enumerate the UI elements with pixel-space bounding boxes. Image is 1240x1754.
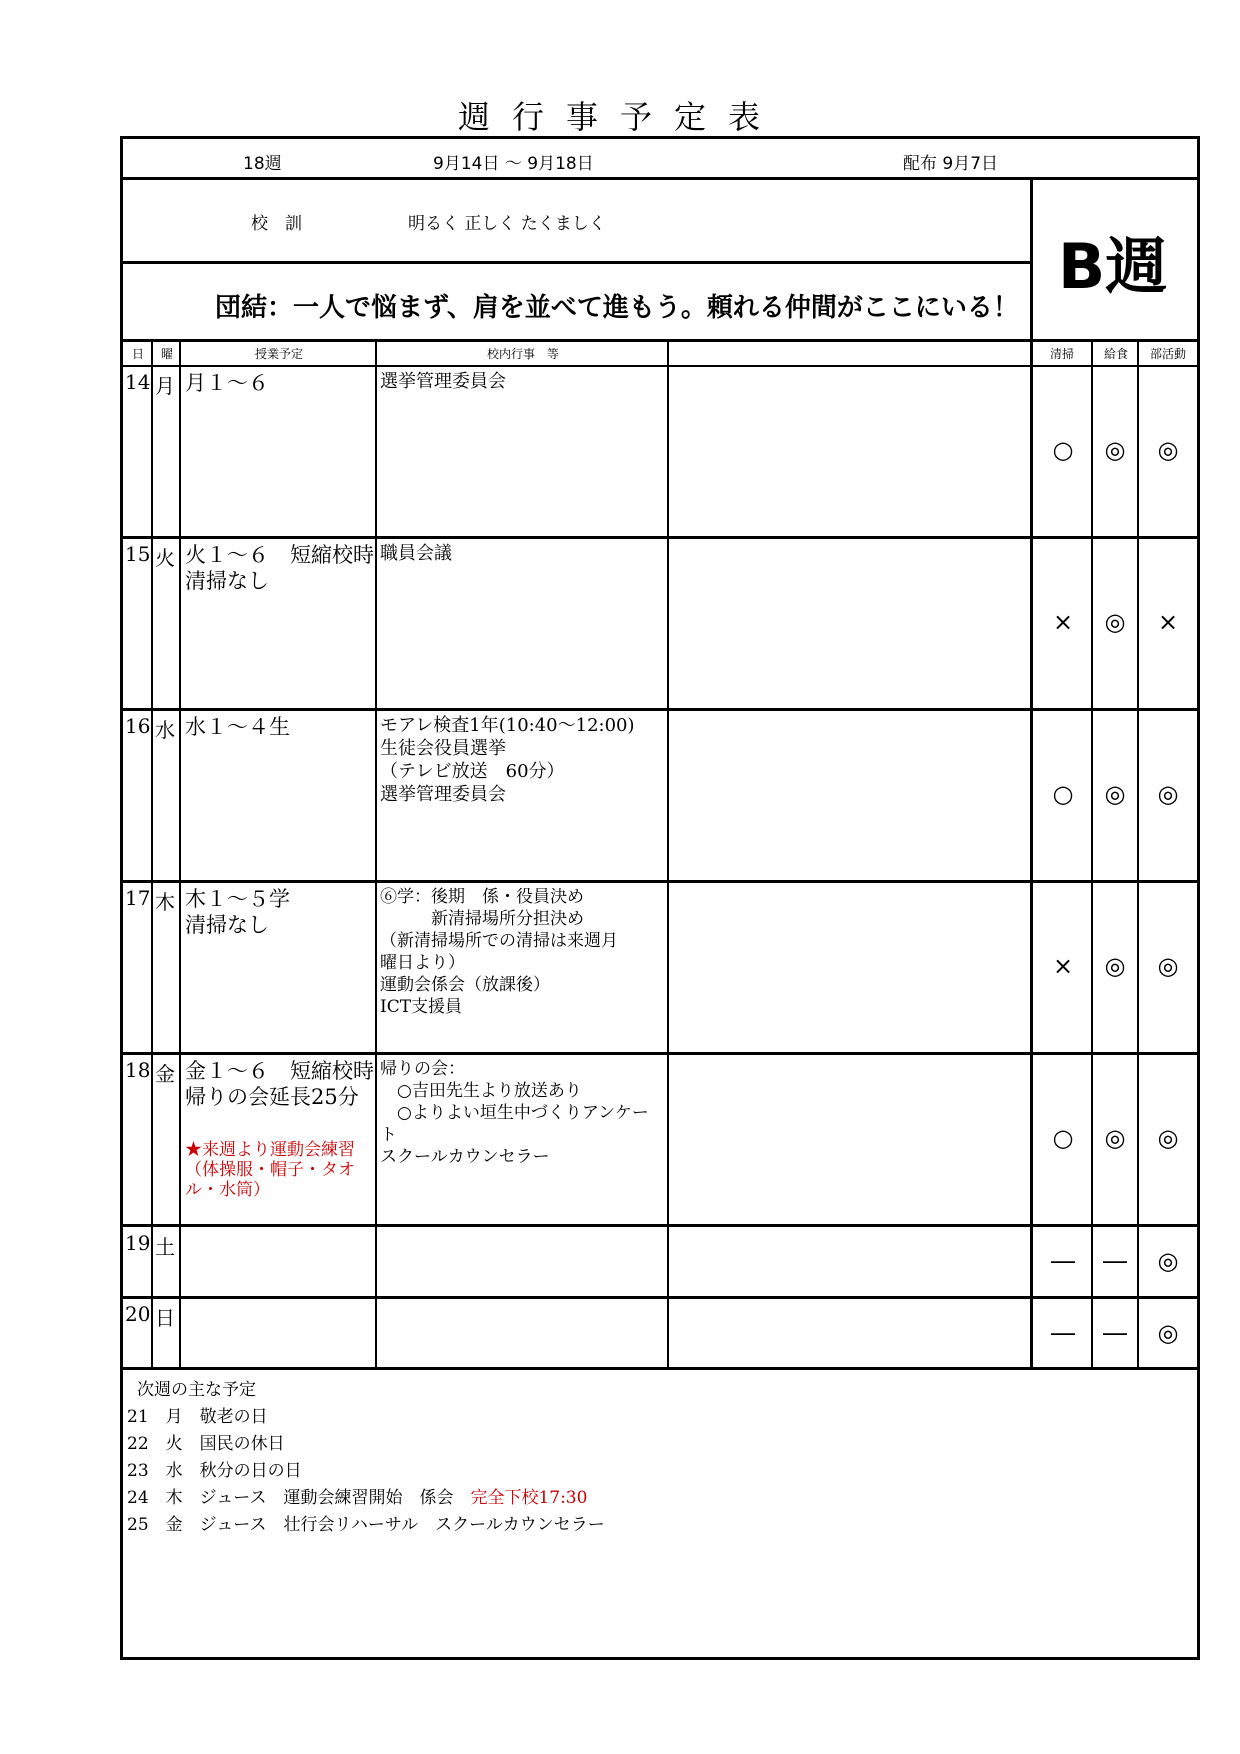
motto-text: 明るく 正しく たくましく	[408, 214, 606, 234]
cleaning-mark: ×	[1052, 608, 1074, 636]
club-mark: ◎	[1157, 1319, 1179, 1347]
col-dow: 曜	[160, 347, 173, 361]
cleaning-mark: ○	[1052, 1124, 1074, 1152]
school-events: ⑥学：後期 係・役員決め 新清掃場所分担決め （新清掃場所での清掃は来週月 曜日より） 運動会係会（放課後） ICT支援員	[380, 887, 618, 1017]
day-number: 18	[125, 1058, 151, 1082]
club-mark: ◎	[1157, 1124, 1179, 1152]
cleaning-mark: ○	[1052, 780, 1074, 808]
day-of-week: 水	[155, 718, 175, 742]
col-club: 部活動	[1149, 347, 1186, 361]
col-lunch: 給食	[1103, 347, 1128, 361]
day-number: 17	[125, 886, 151, 910]
week-type-badge: B週	[1058, 230, 1168, 303]
class-schedule: 水１〜４生	[185, 715, 290, 739]
schedule-table	[120, 136, 1200, 1660]
page-title: 週行事予定表	[457, 98, 782, 136]
day-of-week: 木	[155, 890, 175, 914]
day-of-week: 日	[155, 1306, 175, 1330]
club-mark: ◎	[1157, 1247, 1179, 1275]
next-week-item: 21 月 敬老の日	[127, 1407, 268, 1427]
lunch-mark: ◎	[1104, 952, 1126, 980]
dismissal-time: 完全下校17:30	[470, 1488, 588, 1508]
col-events: 校内行事 等	[486, 347, 559, 361]
day-number: 16	[125, 714, 151, 738]
week-range: 9月14日 〜 9月18日	[433, 154, 594, 174]
school-events: 職員会議	[380, 543, 452, 564]
next-week-item: 25 金 ジュース 壮行会リハーサル スクールカウンセラー	[127, 1515, 605, 1535]
day-number: 20	[125, 1302, 151, 1326]
week-number: 18週	[243, 154, 282, 174]
school-events: 帰りの会： ○吉田先生より放送あり ○よりよい垣生中づくりアンケー ト スクールカウンセラー	[380, 1059, 649, 1167]
cleaning-mark: ―	[1051, 1319, 1075, 1347]
next-week-item-text: 24 木 ジュース 運動会練習開始 係会	[127, 1488, 471, 1508]
lunch-mark: ◎	[1104, 608, 1126, 636]
cleaning-mark: ―	[1051, 1247, 1075, 1275]
lunch-mark: ―	[1103, 1247, 1127, 1275]
motto-label: 校 訓	[251, 214, 302, 234]
lunch-mark: ◎	[1104, 1124, 1126, 1152]
cleaning-mark: ○	[1052, 436, 1074, 464]
cleaning-mark: ×	[1052, 952, 1074, 980]
lunch-mark: ◎	[1104, 436, 1126, 464]
club-mark: ◎	[1157, 436, 1179, 464]
club-mark: ◎	[1157, 952, 1179, 980]
next-week-heading: 次週の主な予定	[137, 1380, 256, 1400]
school-events: モアレ検査1年(10:40〜12:00) 生徒会役員選挙 （テレビ放送 60分） 選挙管理委員会	[380, 715, 635, 805]
day-of-week: 火	[155, 546, 175, 570]
lunch-mark: ―	[1103, 1319, 1127, 1347]
lunch-mark: ◎	[1104, 780, 1126, 808]
club-mark: ×	[1157, 608, 1179, 636]
club-mark: ◎	[1157, 780, 1179, 808]
day-of-week: 土	[155, 1235, 175, 1259]
day-number: 19	[125, 1231, 151, 1255]
class-schedule: 火１〜６ 短縮校時 清掃なし	[185, 543, 374, 593]
next-week-item: 23 水 秋分の日の日	[127, 1461, 302, 1481]
col-cleaning: 清掃	[1049, 347, 1074, 361]
day-number: 15	[125, 542, 151, 566]
distribution-date: 配布 9月7日	[903, 154, 999, 174]
class-schedule: 木１〜５学 清掃なし	[185, 887, 290, 937]
sports-practice-note: ★来週より運動会練習 （体操服・帽子・タオ ル・水筒）	[185, 1140, 355, 1200]
next-week-item: 22 火 国民の休日	[127, 1434, 285, 1454]
col-day: 日	[131, 347, 144, 361]
day-of-week: 金	[155, 1062, 175, 1086]
class-schedule: 月１〜６	[185, 371, 269, 395]
class-schedule: 金１〜６ 短縮校時 帰りの会延長25分	[185, 1059, 374, 1109]
next-week-item	[127, 1483, 587, 1508]
slogan: 団結：一人で悩まず、肩を並べて進もう。頼れる仲間がここにいる！	[215, 293, 1019, 323]
school-events: 選挙管理委員会	[380, 371, 506, 392]
col-classes: 授業予定	[254, 347, 303, 361]
day-number: 14	[125, 370, 151, 394]
day-of-week: 月	[155, 374, 175, 398]
